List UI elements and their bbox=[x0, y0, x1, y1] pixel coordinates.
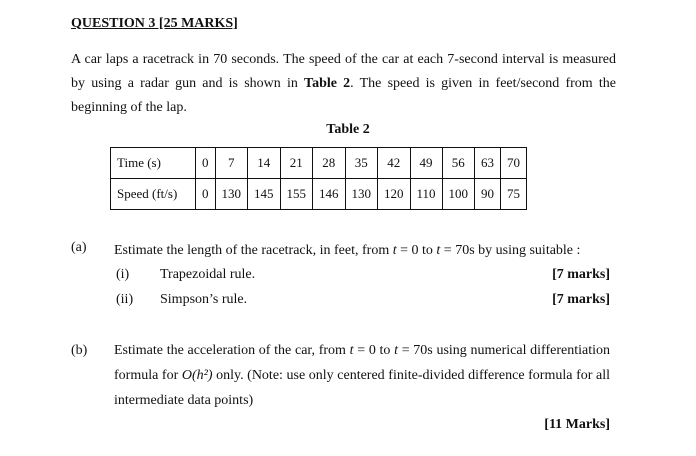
time-cell: 28 bbox=[313, 148, 346, 179]
part-b-var-t1: t bbox=[349, 343, 354, 358]
part-a-text-1: Estimate the length of the racetrack, in feet, from bbox=[114, 243, 393, 258]
speed-cell: 0 bbox=[196, 179, 216, 210]
speed-cell: 130 bbox=[345, 179, 378, 210]
question-intro bbox=[71, 48, 616, 120]
time-cell: 70 bbox=[501, 148, 527, 179]
speed-cell: 90 bbox=[475, 179, 501, 210]
part-a-label: (a) bbox=[71, 240, 87, 255]
time-cell: 14 bbox=[248, 148, 281, 179]
part-a-eq-2: = 70s by using suitable : bbox=[440, 243, 581, 258]
part-b-order: O(h²) bbox=[181, 368, 213, 383]
intro-text-2: . The speed is given in feet/second from the beginning of the lap. bbox=[71, 76, 616, 115]
time-header: Time (s) bbox=[111, 148, 196, 179]
part-b-label: (b) bbox=[71, 343, 88, 358]
speed-cell: 130 bbox=[215, 179, 248, 210]
speed-cell: 120 bbox=[378, 179, 411, 210]
part-b-text-2: only. (Note: use only centered finite-divided difference formula for all intermediate data points) bbox=[114, 368, 610, 408]
part-b-var-t2: t bbox=[394, 343, 398, 358]
part-a-ii-label: (ii) bbox=[116, 292, 134, 307]
part-b-eq-1: = 0 to bbox=[353, 343, 395, 358]
part-a-ii-marks: [7 marks] bbox=[552, 292, 610, 307]
speed-cell: 110 bbox=[410, 179, 442, 210]
speed-cell: 145 bbox=[248, 179, 281, 210]
part-b-marks: [11 Marks] bbox=[544, 417, 610, 432]
table-caption: Table 2 bbox=[326, 122, 370, 137]
time-cell: 0 bbox=[196, 148, 216, 179]
time-cell: 21 bbox=[280, 148, 313, 179]
speed-cell: 75 bbox=[501, 179, 527, 210]
part-a-i-marks: [7 marks] bbox=[552, 267, 610, 282]
time-cell: 56 bbox=[442, 148, 475, 179]
part-b-text bbox=[114, 338, 610, 413]
part-a-var-t1: t bbox=[392, 243, 397, 258]
part-a-i-text: Trapezoidal rule. bbox=[160, 267, 256, 282]
speed-cell: 155 bbox=[280, 179, 313, 210]
speed-header: Speed (ft/s) bbox=[111, 179, 196, 210]
part-a-ii-text: Simpson’s rule. bbox=[160, 292, 248, 307]
part-b-text-1: Estimate the acceleration of the car, from bbox=[114, 343, 350, 358]
part-b-eq-2: = 70s using numerical differentiation formula for bbox=[114, 343, 610, 383]
intro-table-ref: Table 2 bbox=[304, 76, 351, 91]
speed-table bbox=[110, 147, 527, 210]
intro-text-1: A car laps a racetrack in 70 seconds. The speed of the car at each 7-second interval is measured by using a radar gun and is shown in bbox=[71, 52, 616, 91]
question-title: QUESTION 3 [25 MARKS] bbox=[71, 16, 238, 31]
speed-cell: 146 bbox=[313, 179, 346, 210]
time-cell: 49 bbox=[410, 148, 442, 179]
time-cell: 7 bbox=[215, 148, 248, 179]
part-a-text bbox=[114, 238, 610, 263]
part-a-var-t2: t bbox=[436, 243, 441, 258]
time-cell: 63 bbox=[475, 148, 501, 179]
time-cell: 42 bbox=[378, 148, 411, 179]
time-row bbox=[111, 148, 527, 179]
part-a-i-label: (i) bbox=[116, 267, 130, 282]
part-a-eq-1: = 0 to bbox=[396, 243, 437, 258]
speed-row bbox=[111, 179, 527, 210]
time-cell: 35 bbox=[345, 148, 378, 179]
speed-cell: 100 bbox=[442, 179, 475, 210]
